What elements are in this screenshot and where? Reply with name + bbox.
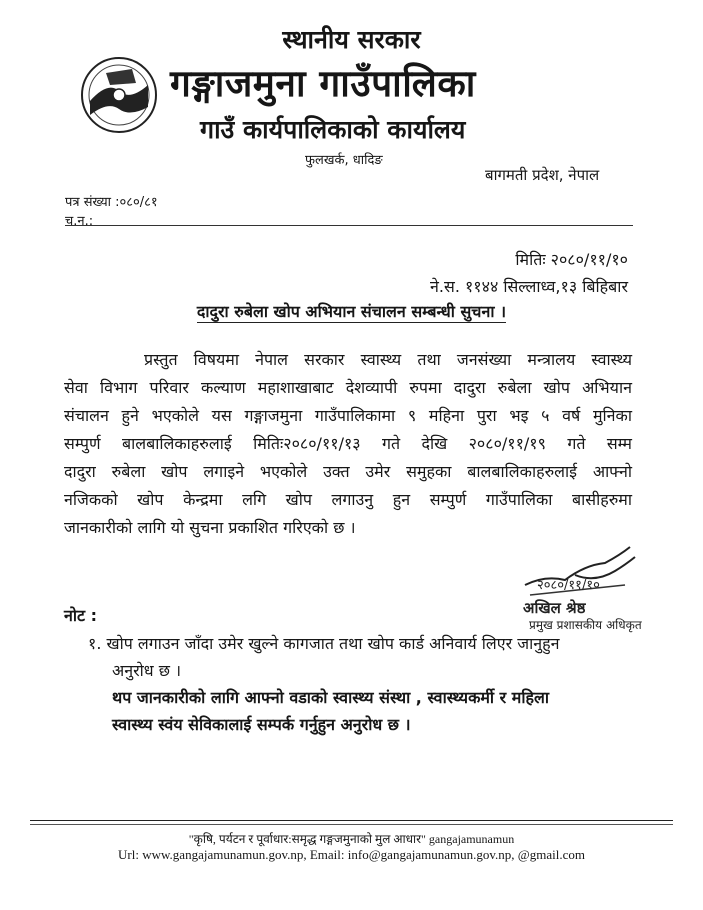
note-title: नोट : xyxy=(64,606,98,625)
letter-number: पत्र संख्या :०८०/८१ xyxy=(65,195,158,210)
note-item-2-cont: स्वास्थ्य स्वंय सेविकालाई सम्पर्क गर्नुहुन अनुरोध छ । xyxy=(112,715,411,734)
notice-body xyxy=(64,346,632,542)
svg-text:अखिल श्रेष्ठ: अखिल श्रेष्ठ xyxy=(523,599,586,617)
footer-divider-thin xyxy=(30,824,673,825)
municipality-name: गङ्गाजमुना गाउँपालिका xyxy=(170,62,476,105)
body-line: नजिकको खोप केन्द्रमा लगि खोप लगाउनु हुन सम्पुर्ण गाउँपालिका बासीहरुमा xyxy=(64,490,632,509)
footer-slogan: "कृषि, पर्यटन र पूर्वाधार:समृद्ध गङ्गजमुनाको मुल आधार" gangajamunamun xyxy=(188,832,515,846)
body-line: संचालन हुने भएकोले यस गङ्गाजमुना गाउँपालिकामा ९ महिना पुरा भइ ५ वर्ष मुनिका xyxy=(64,406,632,425)
province-address: बागमती प्रदेश, नेपाल xyxy=(485,166,600,184)
footer-divider xyxy=(30,820,673,821)
dispatch-number: च.न.: xyxy=(65,214,94,229)
office-name: गाउँ कार्यपालिकाको कार्यालय xyxy=(200,115,466,144)
body-line: प्रस्तुत विषयमा नेपाल सरकार स्वास्थ्य तथा जनसंख्या मन्त्रालय स्वास्थ्य xyxy=(144,350,632,369)
svg-text:२०८०/११/१०: २०८०/११/१० xyxy=(537,578,600,593)
body-line: सेवा विभाग परिवार कल्याण महाशाखाबाट देशव्यापी रुपमा दादुरा रुबेला खोप अभियान xyxy=(64,378,632,397)
government-title: स्थानीय सरकार xyxy=(282,25,421,54)
note-item-1: १. खोप लगाउन जाँदा उमेर खुल्ने कागजात तथा खोप कार्ड अनिवार्य लिएर जानुहुन xyxy=(88,634,560,653)
municipality-emblem-icon xyxy=(78,55,160,135)
ns-date: ने.स. ११४४ सिल्लाध्व,१३ बिहिबार xyxy=(430,277,628,296)
body-line: दादुरा रुबेला खोप लगाइने भएकोले उक्त उमेर समुहका बालबालिकाहरुलाई आफ्नो xyxy=(64,462,632,481)
office-place: फुलखर्क, धादिङ xyxy=(305,153,383,168)
bs-date: मितिः २०८०/११/१० xyxy=(515,250,628,269)
subject-text: दादुरा रुबेला खोप अभियान संचालन सम्बन्धी सुचना । xyxy=(196,302,507,321)
note-item-2: थप जानकारीको लागि आफ्नो वडाको स्वास्थ्य संस्था , स्वास्थ्यकर्मी र महिला xyxy=(112,688,549,707)
footer-contact: Url: www.gangajamunamun.gov.np, Email: info@gangajamunamun.gov.np, @gmail.com xyxy=(118,847,585,862)
body-line: सम्पुर्ण बालबालिकाहरुलाई मितिः२०८०/११/१३ गते देखि २०८०/११/१९ गते सम्म xyxy=(64,434,632,453)
header-divider xyxy=(65,225,633,226)
signature-stamp-icon xyxy=(515,545,645,633)
note-item-1-cont: अनुरोध छ । xyxy=(112,661,182,680)
notice-subject xyxy=(0,300,703,322)
body-line: जानकारीको लागि यो सुचना प्रकाशित गरिएको छ । xyxy=(64,518,356,537)
svg-text:प्रमुख प्रशासकीय अधिकृत: प्रमुख प्रशासकीय अधिकृत xyxy=(529,618,642,632)
